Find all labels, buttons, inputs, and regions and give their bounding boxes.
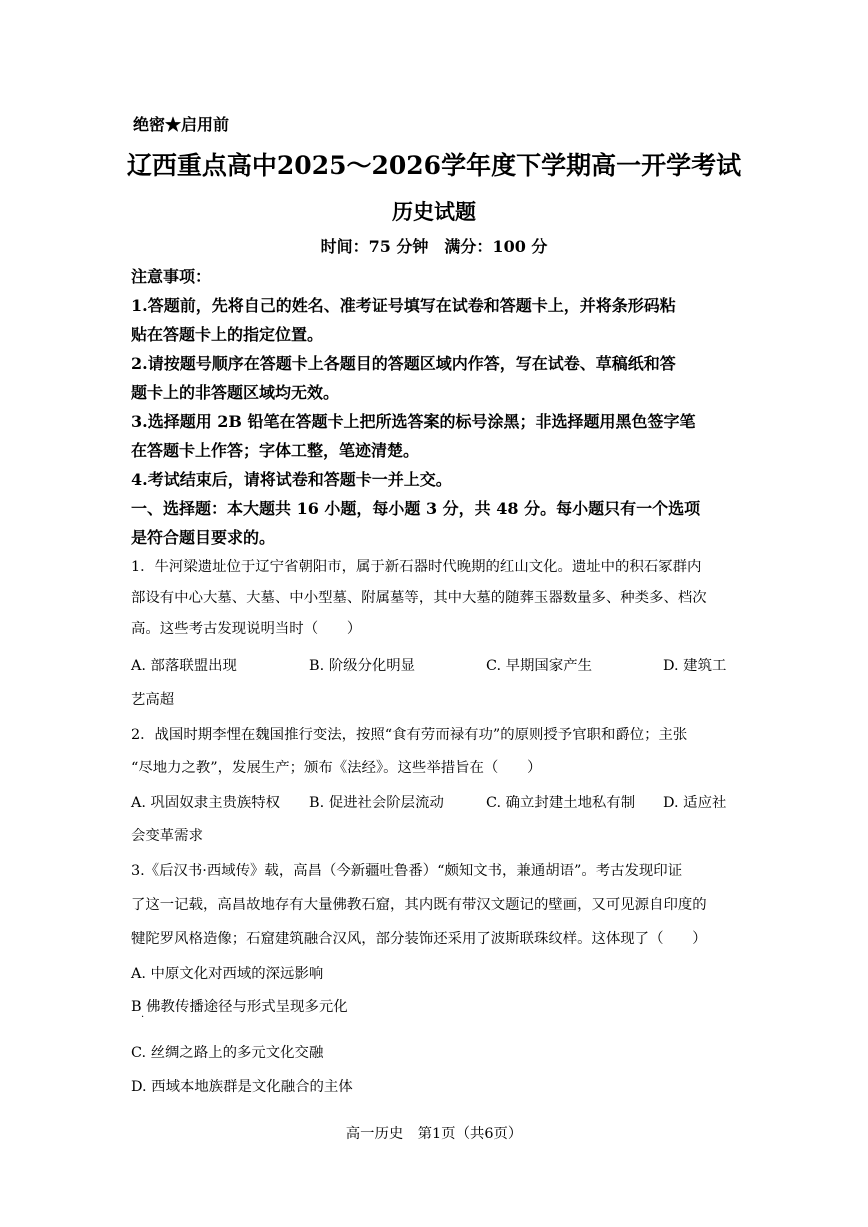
option-b[interactable]: B. 阶级分化明显 (309, 658, 416, 674)
question-3-text: 了这一记载，高昌故地存有大量佛教石窟，其内既有带汉文题记的壁画，又可见源自印度的 (131, 897, 707, 913)
question-3-text: 3.《后汉书·西域传》载，高昌（今新疆吐鲁番）“颇知文书，兼通胡语”。考古发现印证 (131, 863, 683, 879)
confidential-label: 绝密★启用前 (133, 115, 230, 134)
note-line: 题卡上的非答题区域均无效。 (131, 383, 340, 402)
question-1-text: 部设有中心大墓、大墓、中小型墓、附属墓等，其中大墓的随葬玉器数量多、种类多、档次 (131, 590, 707, 606)
option-d[interactable]: D. 适应社 (663, 795, 727, 811)
option-d[interactable]: D. 建筑工 (663, 658, 727, 674)
question-1-text: 1．牛河梁遗址位于辽宁省朝阳市，属于新石器时代晚期的红山文化。遗址中的积石冢群内 (131, 559, 702, 575)
note-line: 2.请按题号顺序在答题卡上各题目的答题区域内作答，写在试卷、草稿纸和答 (131, 354, 676, 373)
question-3-text: 犍陀罗风格造像；石窟建筑融合汉风，部分装饰还采用了波斯联珠纹样。这体现了（ ） (131, 931, 707, 947)
option-d[interactable]: D. 西域本地族群是文化融合的主体 (131, 1079, 353, 1095)
stray-dot: · (141, 1012, 145, 1023)
page-footer: 高一历史 第1页（共6页） (345, 1126, 523, 1142)
note-line: 1.答题前，先将自己的姓名、准考证号填写在试卷和答题卡上，并将条形码粘 (131, 296, 676, 315)
subject-title: 历史试题 (392, 199, 476, 224)
section-heading: 是符合题目要求的。 (131, 528, 276, 547)
note-line: 3.选择题用 2B 铅笔在答题卡上把所选答案的标号涂黑；非选择题用黑色签字笔 (131, 412, 696, 431)
exam-title: 辽西重点高中2025～2026学年度下学期高一开学考试 (126, 151, 742, 180)
option-d-wrap: 艺高超 (131, 692, 175, 708)
question-1-options (131, 654, 741, 674)
notes-heading: 注意事项： (131, 267, 212, 286)
option-c[interactable]: C. 丝绸之路上的多元文化交融 (131, 1045, 324, 1061)
question-2-text: “尽地力之教”，发展生产；颁布《法经》。这些举措旨在（ ） (131, 760, 542, 776)
section-heading: 一、选择题：本大题共 16 小题，每小题 3 分，共 48 分。每小题只有一个选项 (131, 499, 701, 518)
question-1-text: 高。这些考古发现说明当时（ ） (131, 621, 362, 637)
option-c[interactable]: C. 确立封建土地私有制 (486, 795, 636, 811)
option-a[interactable]: A. 部落联盟出现 (131, 658, 237, 674)
option-d-wrap: 会变革需求 (131, 828, 203, 844)
question-2-text: 2．战国时期李悝在魏国推行变法，按照“食有劳而禄有功”的原则授予官职和爵位；主张 (131, 727, 688, 743)
note-line: 在答题卡上作答；字体工整，笔迹清楚。 (131, 441, 420, 460)
option-b[interactable]: B 佛教传播途径与形式呈现多元化 (131, 999, 348, 1015)
option-b[interactable]: B. 促进社会阶层流动 (309, 795, 444, 811)
time-score-line: 时间：75 分钟 满分：100 分 (320, 237, 548, 256)
option-a[interactable]: A. 巩固奴隶主贵族特权 (131, 795, 281, 811)
option-c[interactable]: C. 早期国家产生 (486, 658, 592, 674)
question-2-options (131, 791, 741, 811)
option-a[interactable]: A. 中原文化对西域的深远影响 (131, 966, 324, 982)
note-line: 4.考试结束后，请将试卷和答题卡一并上交。 (131, 470, 452, 489)
note-line: 贴在答题卡上的指定位置。 (131, 325, 324, 344)
